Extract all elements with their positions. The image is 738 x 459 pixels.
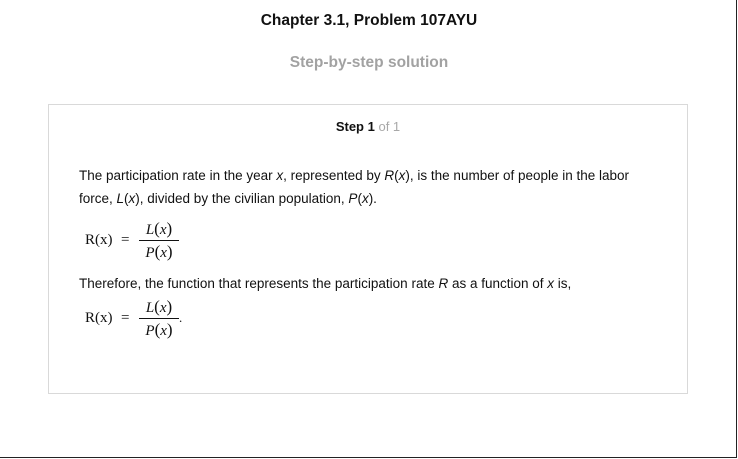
formula-lhs: R(x) (85, 310, 113, 326)
formula-denominator: P(x) (145, 320, 173, 339)
fraction-bar (139, 318, 179, 319)
step-indicator (49, 119, 687, 134)
explanation-paragraph-2: Therefore, the function that represents the participation rate R as a function of x is, (79, 276, 572, 291)
page-title: Chapter 3.1, Problem 107AYU (260, 12, 478, 29)
formula-lhs: R(x) (85, 232, 113, 248)
page-subtitle: Step-by-step solution (289, 54, 449, 71)
fraction-bar (139, 240, 179, 241)
formula-numerator: L(x) (145, 219, 173, 238)
formula-equals: = (121, 310, 130, 326)
formula-fraction (139, 297, 179, 340)
formula-period: . (179, 310, 183, 325)
formula-denominator: P(x) (145, 242, 173, 261)
solution-card (48, 104, 688, 394)
explanation-paragraph-1: The participation rate in the year x, represented by R(x), is the number of people in the labor force, L(x), divided by the civilian population, P(x). (79, 168, 630, 206)
formula-fraction (139, 219, 179, 262)
step-label: Step 1 (335, 119, 375, 134)
step-count: of 1 (378, 119, 401, 134)
formula-numerator: L(x) (145, 297, 173, 316)
formula-equals: = (121, 232, 130, 248)
